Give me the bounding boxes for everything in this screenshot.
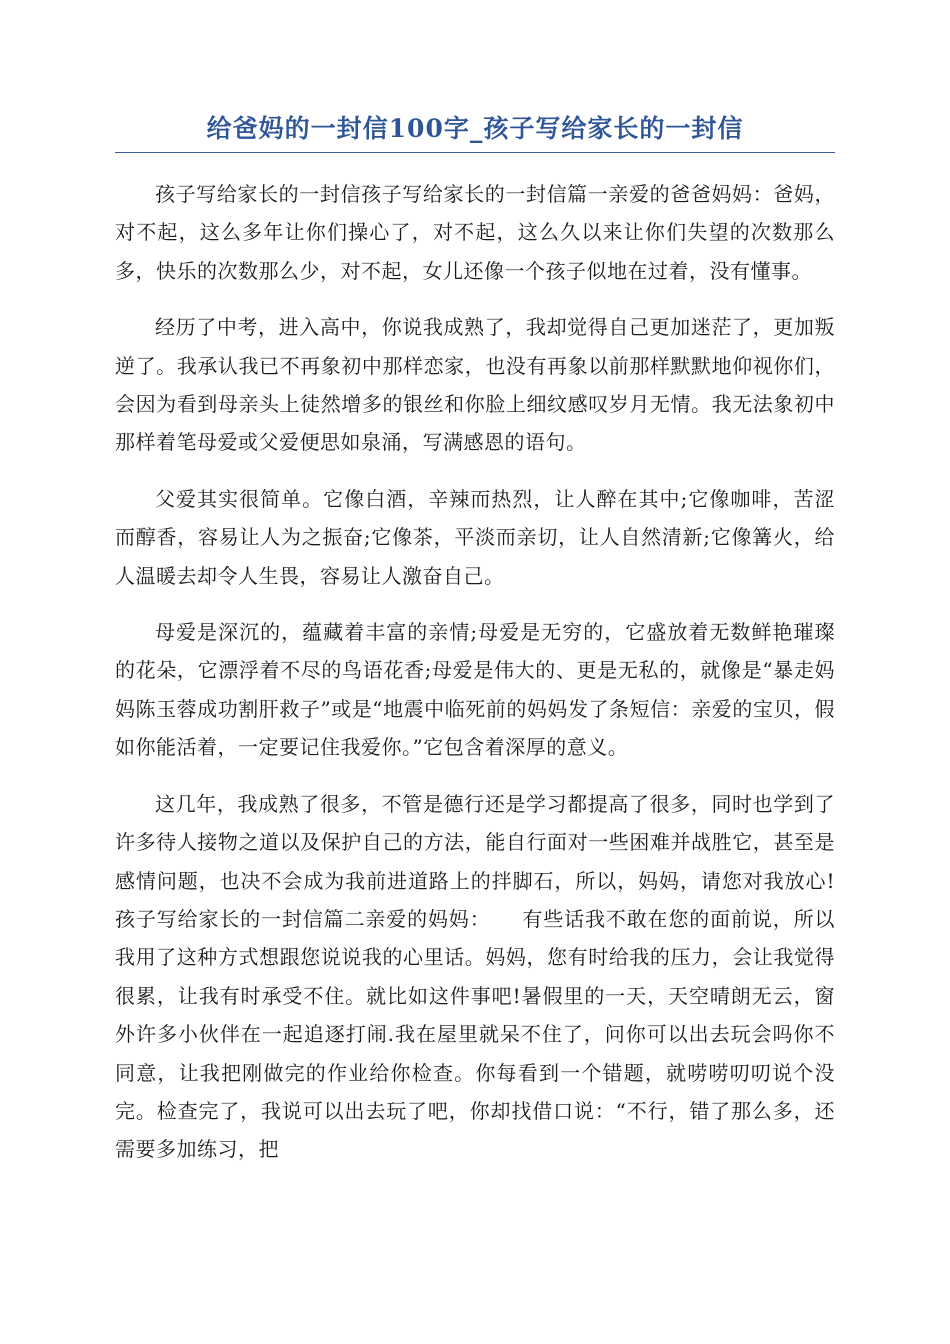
document-body [115,175,835,1169]
document-title: 给爸妈的一封信100字_孩子写给家长的一封信 [115,110,835,153]
paragraph-3: 父爱其实很简单。它像白酒，辛辣而热烈，让人醉在其中;它像咖啡，苦涩而醇香，容易让人为之振奋;它像茶，平淡而亲切，让人自然清新;它像篝火，给人温暖去却令人生畏，容易让人激奋自己。 [115,486,835,588]
paragraph-1: 孩子写给家长的一封信孩子写给家长的一封信篇一亲爱的爸爸妈妈：爸妈，对不起，这么多年让你们操心了，对不起，这么久以来让你们失望的次数那么多，快乐的次数那么少，对不起，女儿还像一个孩子似地在过着，没有懂事。 [115,182,835,283]
paragraph-2: 经历了中考，进入高中，你说我成熟了，我却觉得自己更加迷茫了，更加叛逆了。我承认我已不再象初中那样恋家，也没有再象以前那样默默地仰视你们，会因为看到母亲头上徒然增多的银丝和你脸上细纹感叹岁月无情。我无法象初中那样着笔母爱或父爱便思如泉涌，写满感恩的语句。 [115,315,835,455]
paragraph-4: 母爱是深沉的，蕴藏着丰富的亲情;母爱是无穷的，它盛放着无数鲜艳璀璨的花朵，它漂浮着不尽的鸟语花香;母爱是伟大的、更是无私的，就像是“暴走妈妈陈玉蓉成功割肝救子”或是“地震中临死前的妈妈发了条短信：亲爱的宝贝，假如你能活着，一定要记住我爱你。”它包含着深厚的意义。 [115,620,835,760]
paragraph-5: 这几年，我成熟了很多，不管是德行还是学习都提高了很多，同时也学到了许多待人接物之道以及保护自己的方法，能自行面对一些困难并战胜它，甚至是感情问题，也决不会成为我前进道路上的拌脚石，所以，妈妈，请您对我放心!孩子写给家长的一封信篇二亲爱的妈妈： 有些话我不敢在您的面前说，所以我用了这种方式想跟您说说我的心里话。妈妈，您有时给我的压力，会让我觉得很累，让我有时承受不住。就比如这件事吧!暑假里的一天，天空晴朗无云，窗外许多小伙伴在一起追逐打闹.我在屋里就呆不住了，问你可以出去玩会吗你不同意，让我把刚做完的作业给你检查。你每看到一个错题，就唠唠叨叨说个没完。检查完了，我说可以出去玩了吧，你却找借口说：“不行，错了那么多，还需要多加练习，把 [115,791,835,1162]
